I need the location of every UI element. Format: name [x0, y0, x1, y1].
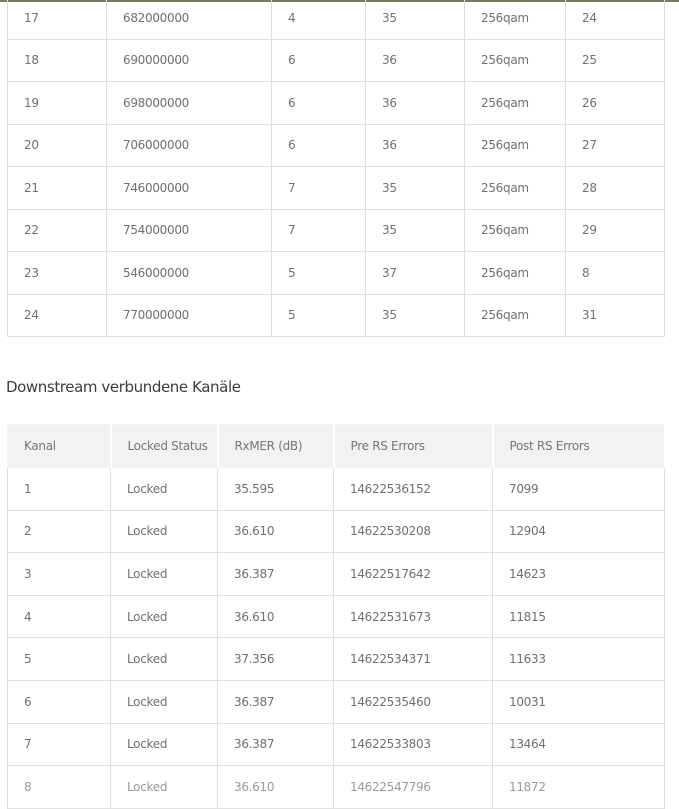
column-header: Post RS Errors — [493, 425, 665, 468]
table-row — [8, 209, 665, 252]
table-cell: 2 — [8, 510, 111, 553]
table-cell: 3 — [8, 553, 111, 596]
table-cell: 14622517642 — [334, 553, 493, 596]
table-row — [8, 294, 665, 337]
table-row — [8, 82, 665, 125]
table-cell: 22 — [8, 209, 107, 252]
column-header: Locked Status — [111, 425, 218, 468]
table-cell: 36 — [366, 124, 465, 167]
table-cell: 36.387 — [218, 553, 334, 596]
table-cell: 14622530208 — [334, 510, 493, 553]
table-cell: 35.595 — [218, 468, 334, 511]
table-cell: 256qam — [465, 294, 566, 337]
table-cell: 7 — [8, 723, 111, 766]
table-cell: 14623 — [493, 553, 665, 596]
table-cell: 7 — [272, 209, 366, 252]
table-header-row — [8, 425, 665, 468]
table-cell: 11872 — [493, 766, 665, 809]
table-cell: 256qam — [465, 82, 566, 125]
table-cell: Locked — [111, 553, 218, 596]
table-cell: 746000000 — [107, 167, 272, 210]
column-header: Pre RS Errors — [334, 425, 493, 468]
table-cell: 12904 — [493, 510, 665, 553]
table-cell: 14622533803 — [334, 723, 493, 766]
table-cell: 8 — [8, 766, 111, 809]
table-cell: 20 — [8, 124, 107, 167]
table-cell: 36 — [366, 82, 465, 125]
table-cell: 25 — [566, 39, 665, 82]
table-cell: 754000000 — [107, 209, 272, 252]
table-row — [8, 124, 665, 167]
table-cell: 24 — [566, 0, 665, 39]
table-cell: 14622535460 — [334, 680, 493, 723]
table-row — [8, 39, 665, 82]
table-cell: 256qam — [465, 209, 566, 252]
table-cell: Locked — [111, 510, 218, 553]
column-header: Kanal — [8, 425, 111, 468]
section-title: Downstream verbundene Kanäle — [6, 378, 241, 396]
downstream-bonded-channels-table — [7, 424, 666, 809]
table-cell: Locked — [111, 595, 218, 638]
table-cell: 256qam — [465, 167, 566, 210]
table-cell: 26 — [566, 82, 665, 125]
table-cell: 682000000 — [107, 0, 272, 39]
table-cell: 1 — [8, 468, 111, 511]
column-header: RxMER (dB) — [218, 425, 334, 468]
table-row — [8, 553, 665, 596]
table-cell: 19 — [8, 82, 107, 125]
table-cell: 23 — [8, 252, 107, 295]
table-cell: 256qam — [465, 124, 566, 167]
table-cell: 28 — [566, 167, 665, 210]
table-cell: 21 — [8, 167, 107, 210]
table-cell: 29 — [566, 209, 665, 252]
table-cell: 5 — [8, 638, 111, 681]
table-cell: Locked — [111, 723, 218, 766]
table-cell: 256qam — [465, 252, 566, 295]
table-cell: 8 — [566, 252, 665, 295]
table-cell: 36.610 — [218, 595, 334, 638]
table-cell: 11633 — [493, 638, 665, 681]
table-row — [8, 766, 665, 809]
table-cell: 6 — [272, 124, 366, 167]
table-cell: 14622534371 — [334, 638, 493, 681]
table-row — [8, 723, 665, 766]
table-cell: 5 — [272, 252, 366, 295]
table-cell: 7 — [272, 167, 366, 210]
table-cell: 36.610 — [218, 510, 334, 553]
table-cell: Locked — [111, 468, 218, 511]
table-cell: 37 — [366, 252, 465, 295]
table-row — [8, 468, 665, 511]
table-cell: 27 — [566, 124, 665, 167]
table-cell: 256qam — [465, 39, 566, 82]
table-cell: 14622536152 — [334, 468, 493, 511]
table-cell: 36.387 — [218, 723, 334, 766]
table-cell: 6 — [272, 82, 366, 125]
table-row — [8, 167, 665, 210]
table-cell: 35 — [366, 209, 465, 252]
table-cell: 4 — [272, 0, 366, 39]
table-cell: 256qam — [465, 0, 566, 39]
table-cell: 706000000 — [107, 124, 272, 167]
table-row — [8, 252, 665, 295]
table-cell: 770000000 — [107, 294, 272, 337]
table-cell: 36 — [366, 39, 465, 82]
table-cell: 13464 — [493, 723, 665, 766]
table-cell: 36.387 — [218, 680, 334, 723]
table-cell: 690000000 — [107, 39, 272, 82]
table-cell: 5 — [272, 294, 366, 337]
table-cell: 546000000 — [107, 252, 272, 295]
table-cell: 35 — [366, 0, 465, 39]
table-row — [8, 680, 665, 723]
table-cell: 6 — [272, 39, 366, 82]
table-cell: 24 — [8, 294, 107, 337]
table-cell: 7099 — [493, 468, 665, 511]
table-cell: Locked — [111, 766, 218, 809]
table-cell: 35 — [366, 167, 465, 210]
table-cell: 11815 — [493, 595, 665, 638]
downstream-channel-table — [7, 0, 665, 337]
table-row — [8, 510, 665, 553]
table-cell: 10031 — [493, 680, 665, 723]
table-cell: 31 — [566, 294, 665, 337]
table-cell: 18 — [8, 39, 107, 82]
table-cell: 14622531673 — [334, 595, 493, 638]
table-cell: 17 — [8, 0, 107, 39]
table-cell: 36.610 — [218, 766, 334, 809]
table-cell: 6 — [8, 680, 111, 723]
table-cell: 37.356 — [218, 638, 334, 681]
table-cell: 35 — [366, 294, 465, 337]
table-cell: 4 — [8, 595, 111, 638]
table-row — [8, 595, 665, 638]
table-row — [8, 638, 665, 681]
table-row — [8, 0, 665, 39]
table-cell: 698000000 — [107, 82, 272, 125]
table-cell: 14622547796 — [334, 766, 493, 809]
table-cell: Locked — [111, 680, 218, 723]
table-cell: Locked — [111, 638, 218, 681]
